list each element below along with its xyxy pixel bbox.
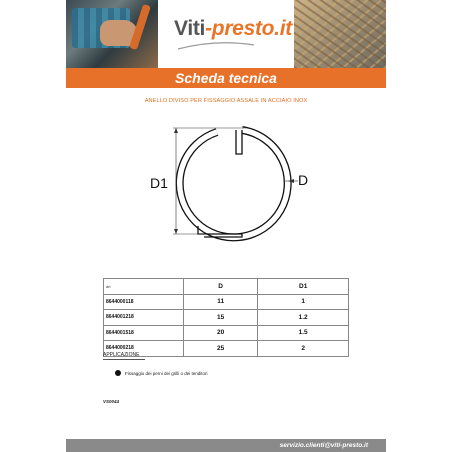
row-d: 20 [184,325,258,341]
product-title: ANELLO DIVISO PER FISSAGGIO ASSALE IN ACCIAIO INOX [144,98,308,104]
row-code: 8644001218 [104,310,184,326]
header-art: art [104,279,184,295]
logo-swoosh-icon [176,41,256,51]
row-d1: 1 [258,294,349,310]
row-code: 8644000218 [104,341,184,357]
header-banner [66,0,386,68]
row-d: 15 [184,310,258,326]
table-header-row [104,279,349,295]
d1-label: D1 [150,175,168,191]
row-d: 25 [184,341,258,357]
application-text: Fissaggio dei perni dei grilli o dei tenditori [125,370,208,376]
bullet-icon [115,370,121,376]
tools-photo [66,0,158,68]
header-d1: D1 [258,279,349,295]
split-ring-diagram [66,118,386,242]
spec-table [103,278,349,357]
table-row [104,310,349,326]
table-row [104,294,349,310]
row-d: 11 [184,294,258,310]
logo-accent-text: -presto.it [205,17,292,40]
banner-title-bar [66,68,386,88]
d-label: D [298,172,309,188]
brand-logo [174,17,292,53]
datasheet-page [66,0,386,452]
table-row [104,325,349,341]
logo-main-text: Viti [174,17,206,40]
footer-bar [66,439,386,452]
header-d: D [184,279,258,295]
application-item [115,370,208,376]
screws-photo [294,0,386,68]
row-code: 8644001518 [104,325,184,341]
row-d1: 1.5 [258,325,349,341]
row-code: 8644000118 [104,294,184,310]
contact-email-link[interactable]: servizio.clienti@viti-presto.it [279,442,368,449]
applications-title: APPLICAZIONE [103,352,145,360]
document-code: VS0044 [103,399,120,404]
row-d1: 2 [258,341,349,357]
banner-title: Scheda tecnica [175,70,277,86]
row-d1: 1.2 [258,310,349,326]
ring-drawing [66,118,386,242]
